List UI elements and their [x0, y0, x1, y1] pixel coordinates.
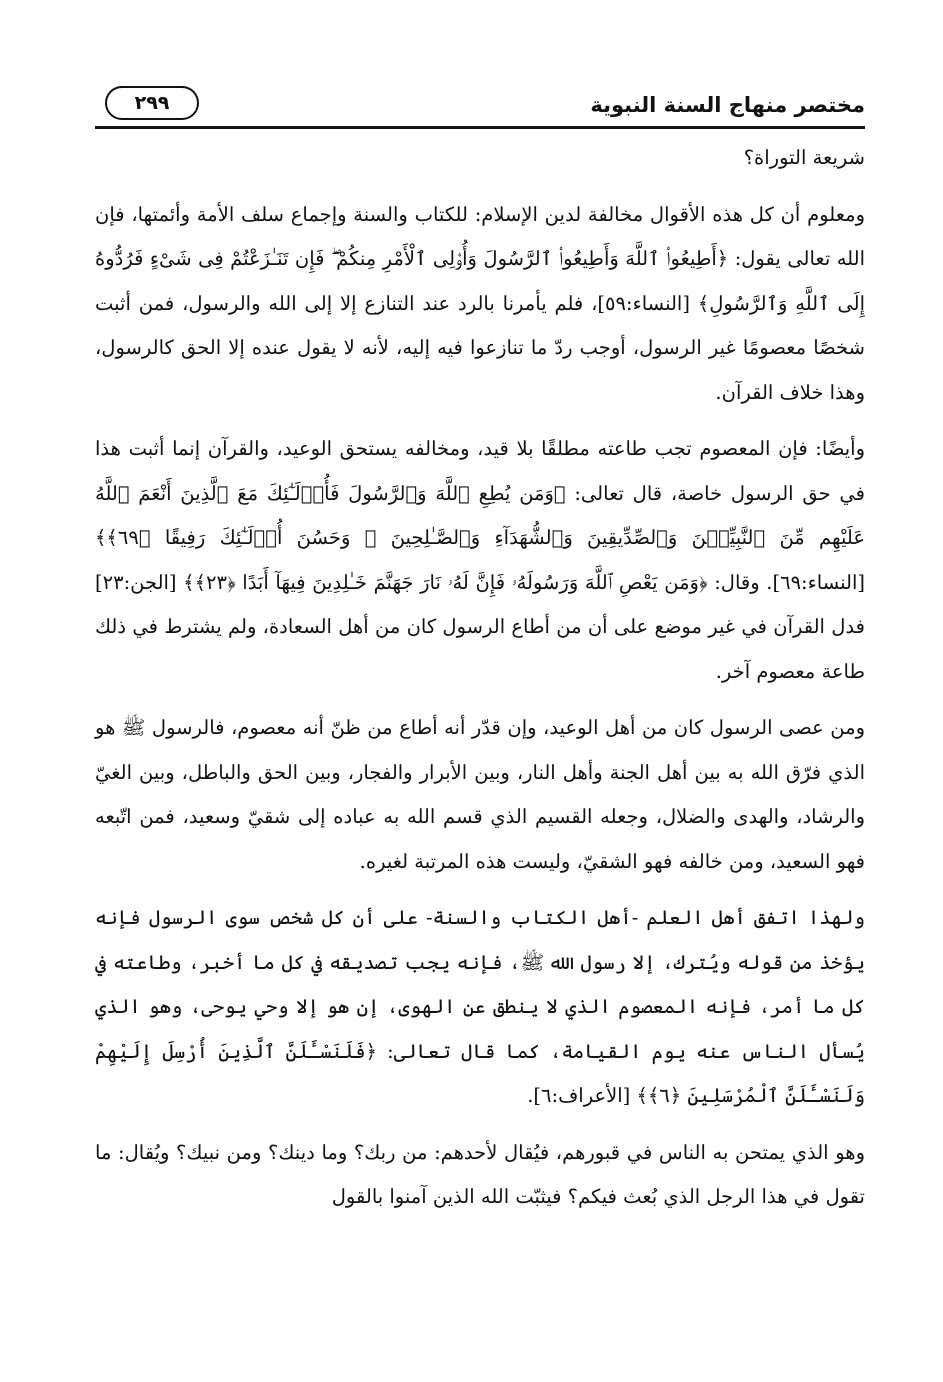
body-text [95, 136, 865, 1220]
paragraph-5: ولهذا اتفق أهل العلم -أهل الكتاب والسنة- على أن كل شخص سوى الرسول فإنه يؤخذ من قوله ويُترك، إلا رسول الله ﷺ، فإنه يجب تصديقه في كل ما أخبر، وطاعته في كل ما أمر، فإنه المعصوم الذي لا ينطق عن الهوى، إن هو إلا وحي يوحى، وهو الذي يُسأل الناس عنه يوم القيامة، كما قال تعالى: ﴿فَلَنَسْـَٔلَنَّ ٱلَّذِينَ أُرْسِلَ إِلَيْهِمْ وَلَنَسْـَٔلَنَّ ٱلْمُرْسَلِينَ ﴿٦﴾﴾ [الأعراف:٦]. [95, 906, 865, 1107]
paragraph-3: وأيضًا: فإن المعصوم تجب طاعته مطلقًا بلا قيد، ومخالفه يستحق الوعيد، والقرآن إنما أثبت هذا في حق الرسول خاصة، قال تعالى: ﴿وَمَن يُطِعِ ٱللَّهَ وَٱلرَّسُولَ فَأُو۟لَـٰٓئِكَ مَعَ ٱلَّذِينَ أَنْعَمَ ٱللَّهُ عَلَيْهِم مِّنَ ٱلنَّبِيِّـۧنَ وَٱلصِّدِّيقِينَ وَٱلشُّهَدَآءِ وَٱلصَّـٰلِحِينَ ۚ وَحَسُنَ أُو۟لَـٰٓئِكَ رَفِيقًا ﴿٦٩﴾﴾ [النساء:٦٩]. وقال: ﴿وَمَن يَعْصِ ٱللَّهَ وَرَسُولَهُۥ فَإِنَّ لَهُۥ نَارَ جَهَنَّمَ خَـٰلِدِينَ فِيهَآ أَبَدًا ﴿٢٣﴾﴾ [الجن:٢٣] فدل القرآن في غير موضع على أن من أطاع الرسول كان من أهل السعادة، ولم يشترط في ذلك طاعة معصوم آخر. [95, 437, 865, 683]
header-rule [95, 126, 865, 129]
book-page [95, 80, 865, 1320]
paragraph-2: ومعلوم أن كل هذه الأقوال مخالفة لدين الإسلام: للكتاب والسنة وإجماع سلف الأمة وأئمتها، فإن الله تعالى يقول: ﴿أَطِيعُوا۟ ٱللَّهَ وَأَطِيعُوا۟ ٱلرَّسُولَ وَأُو۟لِى ٱلْأَمْرِ مِنكُمْ ۖ فَإِن تَنَـٰزَعْتُمْ فِى شَىْءٍ فَرُدُّوهُ إِلَى ٱللَّهِ وَٱلرَّسُولِ﴾ [النساء:٥٩]، فلم يأمرنا بالرد عند التنازع إلا إلى الله والرسول، فمن أثبت شخصًا معصومًا غير الرسول، أوجب ردّ ما تنازعوا فيه إليه، لأنه لا يقول عنده إلا الحق كالرسول، وهذا خلاف القرآن. [95, 202, 866, 404]
paragraph-1: شريعة التوراة؟ [743, 146, 865, 169]
paragraph-6: وهو الذي يمتحن به الناس في قبورهم، فيُقال لأحدهم: من ربك؟ وما دينك؟ ومن نبيك؟ ويُقال: ما تقول في هذا الرجل الذي بُعث فيكم؟ فيثبّت الله الذين آمنوا بالقول [95, 1140, 865, 1208]
paragraph-4: ومن عصى الرسول كان من أهل الوعيد، وإن قدّر أنه أطاع من ظنّ أنه معصوم، فالرسول ﷺ هو الذي فرّق الله به بين أهل الجنة وأهل النار، وبين الأبرار والفجار، وبين الحق والباطل، وبين الغيّ والرشاد، والهدى والضلال، وجعله القسيم الذي قسم الله به عباده إلى شقيّ وسعيد، فمن اتّبعه فهو السعيد، ومن خالفه فهو الشقيّ، وليست هذه المرتبة لغيره. [95, 716, 865, 873]
book-title: مختصر منهاج السنة النبوية [590, 93, 865, 117]
running-header [95, 80, 865, 128]
page-number: ٢٩٩ [105, 86, 199, 120]
